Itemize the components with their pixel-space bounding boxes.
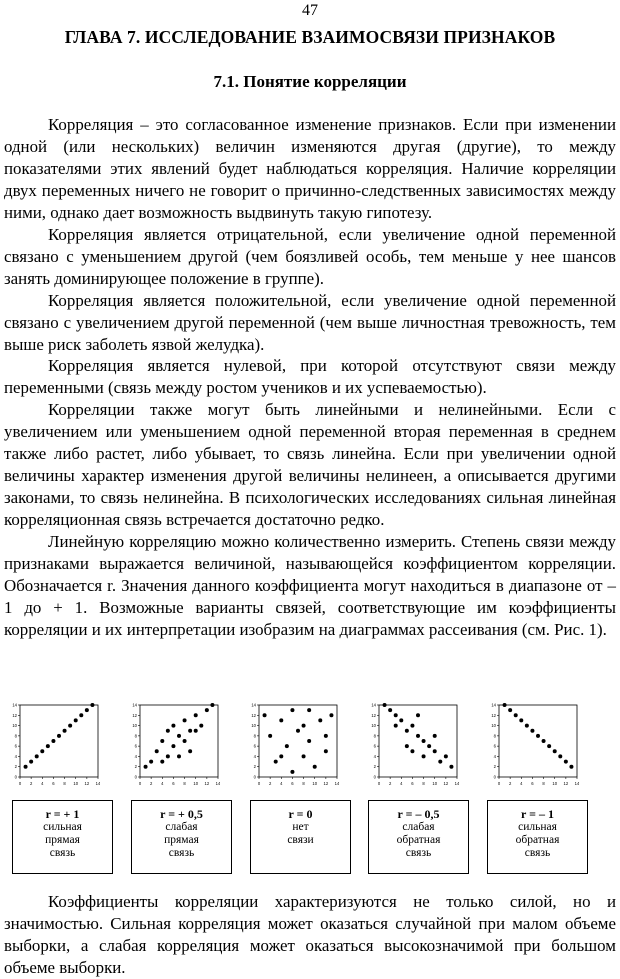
x-tick-label: 14: [454, 781, 459, 786]
y-tick-label: 10: [12, 723, 17, 729]
data-point: [183, 739, 187, 743]
x-tick-label: 2: [149, 781, 153, 786]
data-point: [144, 765, 148, 769]
x-tick-label: 6: [52, 781, 55, 786]
y-tick-label: 8: [14, 733, 17, 739]
data-point: [422, 739, 426, 743]
closing-text: [4, 891, 616, 979]
data-point: [410, 749, 414, 753]
y-tick-label: 14: [371, 702, 376, 708]
data-point: [519, 718, 523, 722]
legend-r-value: r = + 1: [45, 807, 80, 821]
data-point: [171, 724, 175, 728]
scatter-plot-svg: [247, 700, 339, 790]
legend-line: связь: [49, 847, 76, 859]
x-tick-label: 10: [552, 781, 558, 786]
data-point: [547, 744, 551, 748]
scatter-plot-svg: [367, 700, 459, 790]
legend-box-strong-positive: [12, 800, 113, 874]
scatter-plot-weak-positive: [128, 700, 220, 790]
x-tick-label: 8: [183, 781, 186, 786]
y-tick-label: 0: [134, 774, 137, 780]
data-point: [296, 729, 300, 733]
y-tick-label: 12: [132, 712, 137, 718]
paragraph: Корреляция является положительной, если увеличение одной переменной связано с увеличением другой переменной (чем выше личностная тревожность, тем выше риск заболеть язвой желудка).: [4, 290, 616, 354]
section-title: 7.1. Понятие корреляции: [213, 72, 407, 91]
paragraph: Корреляция является нулевой, при которой отсутствуют связи между переменными (связь между ростом учеников и их успеваемостью).: [4, 356, 616, 398]
data-point: [279, 754, 283, 758]
data-point: [558, 754, 562, 758]
y-tick-label: 2: [253, 764, 256, 770]
legend-box-weak-positive: [131, 800, 232, 874]
y-tick-label: 12: [251, 712, 256, 718]
y-tick-label: 6: [493, 743, 496, 749]
data-point: [188, 729, 192, 733]
y-tick-label: 6: [134, 743, 137, 749]
legend-line: слабая: [165, 821, 198, 833]
chapter-title: ГЛАВА 7. ИССЛЕДОВАНИЕ ВЗАИМОСВЯЗИ ПРИЗНАКОВ: [64, 27, 556, 47]
paragraph: Корреляция является отрицательной, если увеличение одной переменной связано с уменьшением другой (чем боязливей особь, тем меньше у нее шансов занять доминирующее положение в группе).: [4, 224, 616, 288]
data-point: [514, 713, 518, 717]
y-tick-label: 0: [14, 774, 17, 780]
data-point: [155, 749, 159, 753]
data-point: [199, 724, 203, 728]
page-number: 47: [302, 2, 318, 19]
legend-line: нет: [292, 821, 309, 833]
y-tick-label: 6: [14, 743, 17, 749]
y-tick-label: 14: [132, 702, 137, 708]
data-point: [388, 708, 392, 712]
data-point: [160, 760, 164, 764]
data-point: [279, 718, 283, 722]
y-tick-label: 10: [371, 723, 376, 729]
data-point: [40, 749, 44, 753]
data-point: [46, 744, 50, 748]
legend-line: связи: [287, 834, 314, 846]
x-tick-label: 8: [422, 781, 425, 786]
data-point: [324, 734, 328, 738]
data-point: [85, 708, 89, 712]
data-point: [449, 765, 453, 769]
legend-line: обратная: [515, 834, 560, 846]
x-tick-label: 8: [63, 781, 66, 786]
data-point: [525, 724, 529, 728]
x-tick-label: 12: [563, 781, 569, 786]
x-tick-label: 10: [432, 781, 438, 786]
x-tick-label: 12: [84, 781, 90, 786]
y-tick-label: 2: [14, 764, 17, 770]
x-tick-label: 4: [280, 781, 283, 786]
data-point: [416, 713, 420, 717]
data-point: [194, 729, 198, 733]
scatter-plot-strong-positive: [8, 700, 100, 790]
x-tick-label: 6: [411, 781, 414, 786]
data-point: [29, 760, 33, 764]
data-point: [307, 708, 311, 712]
data-point: [542, 739, 546, 743]
legend-r-value: r = – 1: [521, 807, 554, 821]
legend-line: связь: [524, 847, 551, 859]
data-point: [433, 749, 437, 753]
legend-box-zero: [250, 800, 351, 874]
y-tick-label: 8: [253, 733, 256, 739]
x-tick-label: 6: [291, 781, 294, 786]
data-point: [263, 713, 267, 717]
scatter-plot-weak-negative: [367, 700, 459, 790]
legend-line: сильная: [43, 821, 82, 833]
data-point: [422, 754, 426, 758]
legend-line: сильная: [518, 821, 557, 833]
data-point: [183, 718, 187, 722]
scatter-plot-svg: [8, 700, 100, 790]
x-tick-label: 0: [18, 781, 22, 786]
x-tick-label: 14: [215, 781, 220, 786]
plot-frame: [20, 705, 98, 777]
x-tick-label: 14: [95, 781, 100, 786]
x-tick-label: 2: [29, 781, 33, 786]
x-tick-label: 4: [520, 781, 523, 786]
data-point: [63, 729, 67, 733]
y-tick-label: 4: [253, 753, 256, 759]
data-point: [307, 739, 311, 743]
paragraph: Корреляции также могут быть линейными и нелинейными. Если с увеличением или уменьшением одной переменной вторая переменная в среднем также либо растет, либо убывает, то связь линейна. Если при увеличении одной величины характер изменения другой величины нелинеен, а описывается другими законами, то связь нелинейна. В психологических исследованиях сильная линейная корреляционная связь встречается достаточно редко.: [4, 400, 616, 530]
x-tick-label: 2: [508, 781, 512, 786]
scatter-plot-svg: [487, 700, 579, 790]
data-point: [166, 754, 170, 758]
y-tick-label: 10: [251, 723, 256, 729]
x-tick-label: 14: [334, 781, 339, 786]
data-point: [205, 708, 209, 712]
data-point: [194, 713, 198, 717]
data-point: [79, 713, 83, 717]
x-tick-label: 0: [377, 781, 381, 786]
data-point: [318, 718, 322, 722]
y-tick-label: 2: [134, 764, 137, 770]
y-tick-label: 4: [493, 753, 496, 759]
legend-line: обратная: [396, 834, 441, 846]
paragraph: Корреляция – это согласованное изменение признаков. Если при изменении одной (или нескольких) величин изменяются другая (другие), то между показателями этих явлений будет наблюдаться корреляция. Наличие корреляции двух переменных ничего не говорит о причинно-следственных зависимостях между ними, однако дает возможность выдвинуть такую гипотезу.: [4, 115, 616, 222]
y-tick-label: 6: [253, 743, 256, 749]
plot-frame: [499, 705, 577, 777]
data-point: [313, 765, 317, 769]
x-tick-label: 14: [574, 781, 579, 786]
x-tick-label: 10: [193, 781, 199, 786]
x-tick-label: 6: [172, 781, 175, 786]
data-point: [302, 724, 306, 728]
data-point: [290, 770, 294, 774]
data-point: [410, 724, 414, 728]
x-tick-label: 0: [497, 781, 501, 786]
data-point: [302, 754, 306, 758]
scatter-plot-svg: [128, 700, 220, 790]
scatter-plots-figure: [0, 700, 620, 790]
x-tick-label: 8: [302, 781, 305, 786]
data-point: [399, 718, 403, 722]
scatter-plot-zero: [247, 700, 339, 790]
y-tick-label: 4: [14, 753, 17, 759]
data-point: [149, 760, 153, 764]
y-tick-label: 2: [493, 764, 496, 770]
y-tick-label: 14: [251, 702, 256, 708]
data-point: [24, 765, 28, 769]
paragraph: Коэффициенты корреляции характеризуются не только силой, но и значимостью. Сильная корреляция может оказаться случайной при малом объеме выборки, а слабая корреляция может оказаться высокозначимой при большом объеме выборки.: [4, 892, 616, 977]
data-point: [188, 749, 192, 753]
x-tick-label: 0: [138, 781, 142, 786]
y-tick-label: 12: [491, 712, 496, 718]
body-text: [4, 114, 616, 641]
legend-r-value: r = + 0,5: [160, 807, 203, 821]
data-point: [405, 729, 409, 733]
data-point: [290, 708, 294, 712]
legend-r-value: r = – 0,5: [397, 807, 440, 821]
x-tick-label: 10: [312, 781, 318, 786]
x-tick-label: 4: [400, 781, 403, 786]
data-point: [427, 744, 431, 748]
data-point: [74, 718, 78, 722]
legend-line: прямая: [45, 834, 80, 846]
y-tick-label: 14: [12, 702, 17, 708]
data-point: [530, 729, 534, 733]
data-point: [416, 734, 420, 738]
data-point: [160, 739, 164, 743]
data-point: [90, 703, 94, 707]
data-point: [171, 744, 175, 748]
x-tick-label: 0: [257, 781, 261, 786]
data-point: [553, 749, 557, 753]
x-tick-label: 8: [542, 781, 545, 786]
y-tick-label: 8: [373, 733, 376, 739]
data-point: [51, 739, 55, 743]
x-tick-label: 12: [204, 781, 210, 786]
data-point: [324, 749, 328, 753]
data-point: [394, 713, 398, 717]
y-tick-label: 8: [493, 733, 496, 739]
data-point: [35, 754, 39, 758]
y-tick-label: 6: [373, 743, 376, 749]
data-point: [444, 754, 448, 758]
data-point: [383, 703, 387, 707]
plot-frame: [259, 705, 337, 777]
data-point: [274, 760, 278, 764]
y-tick-label: 12: [371, 712, 376, 718]
data-point: [177, 734, 181, 738]
paragraph: Линейную корреляцию можно количественно измерить. Степень связи между признаками выражается величиной, называющейся коэффициентом корреляции. Обозначается r. Значения данного коэффициента могут находиться в диапазоне от – 1 до + 1. Возможные варианты связей, соответствующие им коэффициенты корреляции и их интерпретации изобразим на диаграммах рассеивания (см. Рис. 1).: [4, 532, 616, 639]
x-tick-label: 6: [531, 781, 534, 786]
y-tick-label: 10: [491, 723, 496, 729]
y-tick-label: 10: [132, 723, 137, 729]
data-point: [210, 703, 214, 707]
data-point: [68, 724, 72, 728]
y-tick-label: 4: [134, 753, 137, 759]
x-tick-label: 4: [41, 781, 44, 786]
legend-box-strong-negative: [487, 800, 588, 874]
data-point: [177, 754, 181, 758]
y-tick-label: 2: [373, 764, 376, 770]
data-point: [329, 713, 333, 717]
legend-box-weak-negative: [368, 800, 469, 874]
y-tick-label: 12: [12, 712, 17, 718]
legend-line: прямая: [164, 834, 199, 846]
y-tick-label: 4: [373, 753, 376, 759]
data-point: [285, 744, 289, 748]
x-tick-label: 2: [268, 781, 272, 786]
y-tick-label: 8: [134, 733, 137, 739]
data-point: [405, 744, 409, 748]
x-tick-label: 2: [388, 781, 392, 786]
legend-r-value: r = 0: [288, 807, 313, 821]
data-point: [536, 734, 540, 738]
data-point: [57, 734, 61, 738]
y-tick-label: 14: [491, 702, 496, 708]
x-tick-label: 12: [323, 781, 329, 786]
legend-line: слабая: [402, 821, 435, 833]
data-point: [564, 760, 568, 764]
data-point: [569, 765, 573, 769]
data-point: [433, 734, 437, 738]
legend-line: связь: [405, 847, 432, 859]
data-point: [394, 724, 398, 728]
x-tick-label: 12: [443, 781, 449, 786]
y-tick-label: 0: [493, 774, 496, 780]
y-tick-label: 0: [373, 774, 376, 780]
data-point: [508, 708, 512, 712]
scatter-plot-strong-negative: [487, 700, 579, 790]
data-point: [268, 734, 272, 738]
y-tick-label: 0: [253, 774, 256, 780]
x-tick-label: 10: [73, 781, 79, 786]
data-point: [503, 703, 507, 707]
data-point: [438, 760, 442, 764]
data-point: [166, 729, 170, 733]
legend-line: связь: [168, 847, 195, 859]
plot-frame: [140, 705, 218, 777]
x-tick-label: 4: [161, 781, 164, 786]
